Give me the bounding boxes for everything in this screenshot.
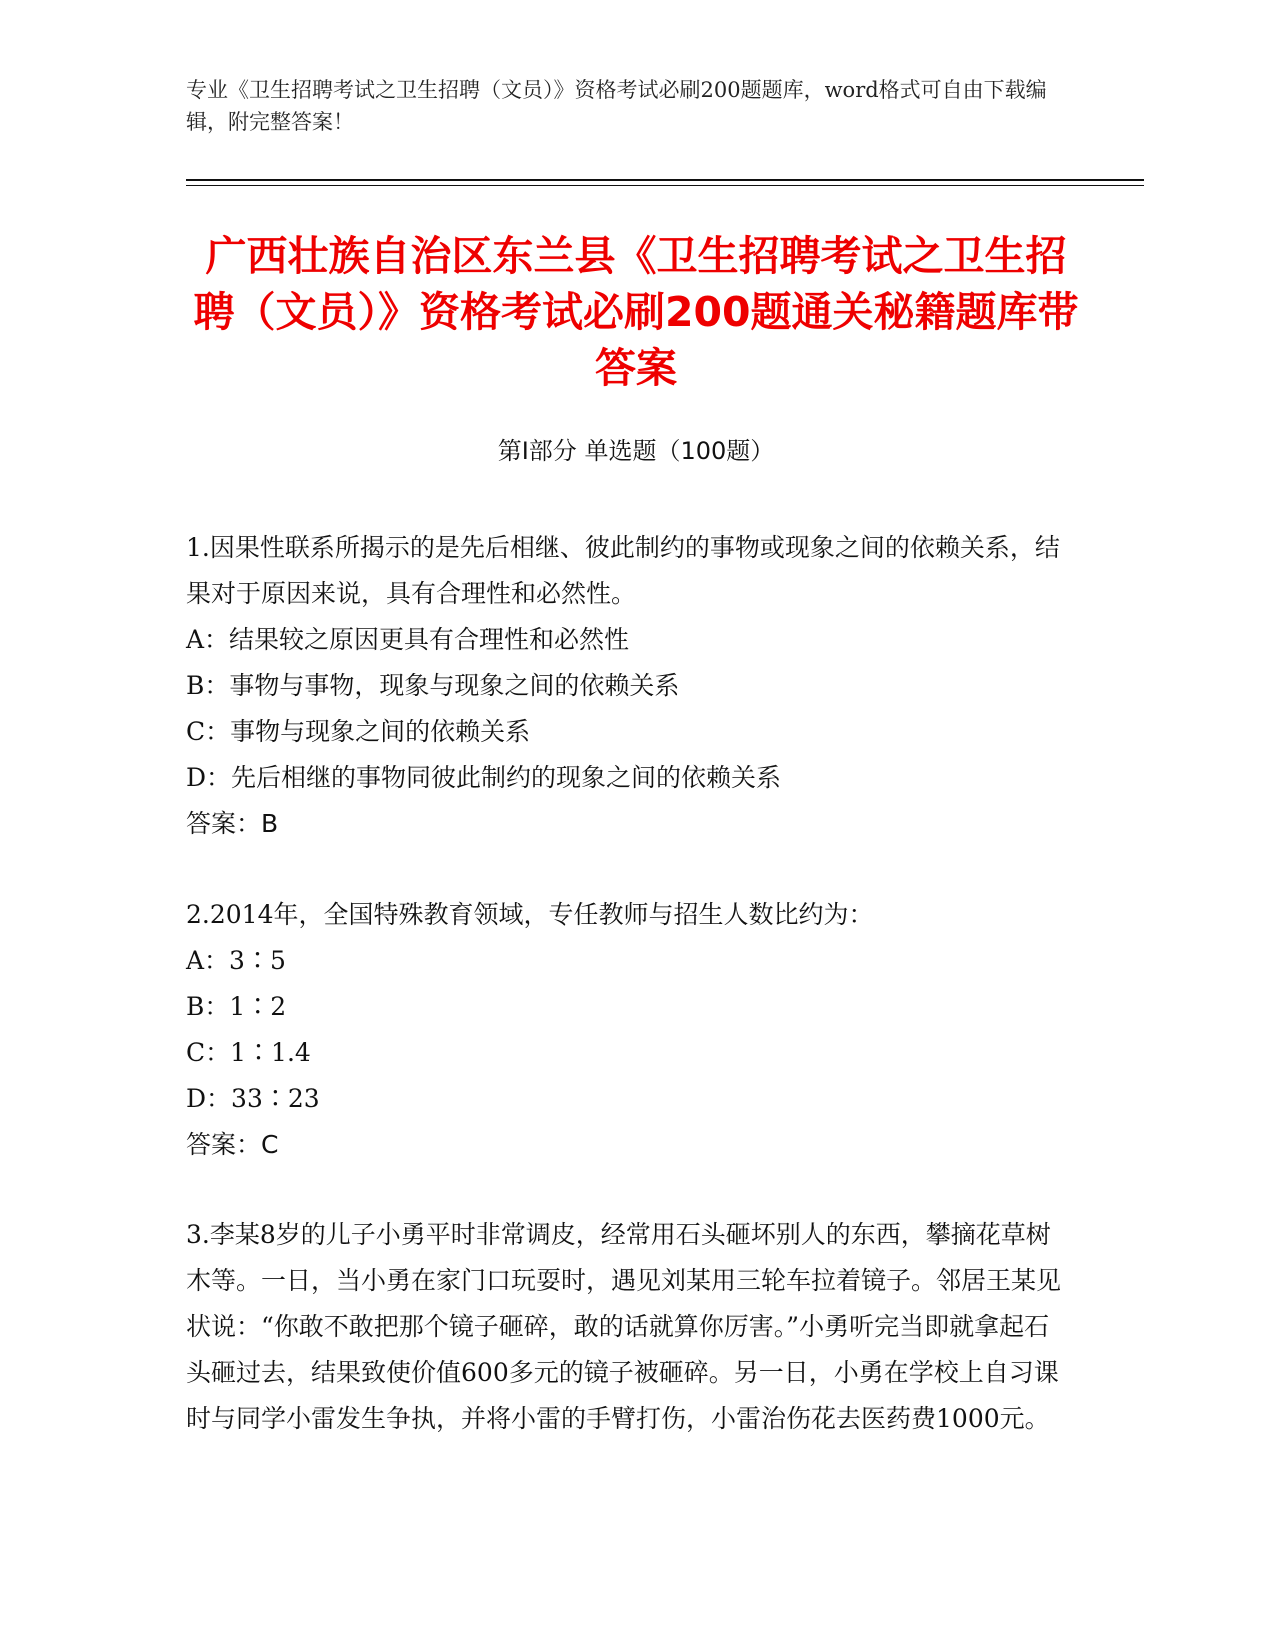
question-text: 1.因果性联系所揭示的是先后相继、彼此制约的事物或现象之间的依赖关系，结果对于原因来说，具有合理性和必然性。 [186,533,1060,608]
question-1 [186,525,1066,847]
question-2 [186,892,1066,1168]
option-c: C：事物与现象之间的依赖关系 [186,717,531,746]
document-title: 广西壮族自治区东兰县《卫生招聘考试之卫生招聘（文员）》资格考试必刷200题通关秘籍题库带答案 [193,232,1079,392]
answer: 答案：B [186,809,279,838]
option-d: D：33∶23 [186,1084,320,1113]
question-text: 2.2014年，全国特殊教育领域，专任教师与招生人数比约为： [186,900,874,929]
header-note: 专业《卫生招聘考试之卫生招聘（文员）》资格考试必刷200题题库，word格式可自由下载编辑，附完整答案！ [186,78,1047,134]
header-divider-thin [186,185,1144,186]
option-c: C：1∶1.4 [186,1038,311,1067]
option-b: B：1∶2 [186,992,287,1021]
question-text: 3.李某8岁的儿子小勇平时非常调皮，经常用石头砸坏别人的东西，攀摘花草树木等。一日，当小勇在家门口玩耍时，遇见刘某用三轮车拉着镜子。邻居王某见状说：“你敢不敢把那个镜子砸碎，敢的话就算你厉害。”小勇听完当即就拿起石头砸过去，结果致使价值600多元的镜子被砸碎。另一日，小勇在学校上自习课时与同学小雷发生争执，并将小雷的手臂打伤，小雷治伤花去医药费1000元。 [186,1220,1062,1433]
option-d: D：先后相继的事物同彼此制约的现象之间的依赖关系 [186,763,782,792]
option-a: A：结果较之原因更具有合理性和必然性 [186,625,630,654]
section-heading: 第Ⅰ部分 单选题（100题） [497,437,775,465]
answer: 答案：C [186,1130,279,1159]
header-divider-thick [186,179,1144,181]
option-b: B：事物与事物，现象与现象之间的依赖关系 [186,671,680,700]
question-3 [186,1212,1066,1442]
option-a: A：3∶5 [186,946,286,975]
